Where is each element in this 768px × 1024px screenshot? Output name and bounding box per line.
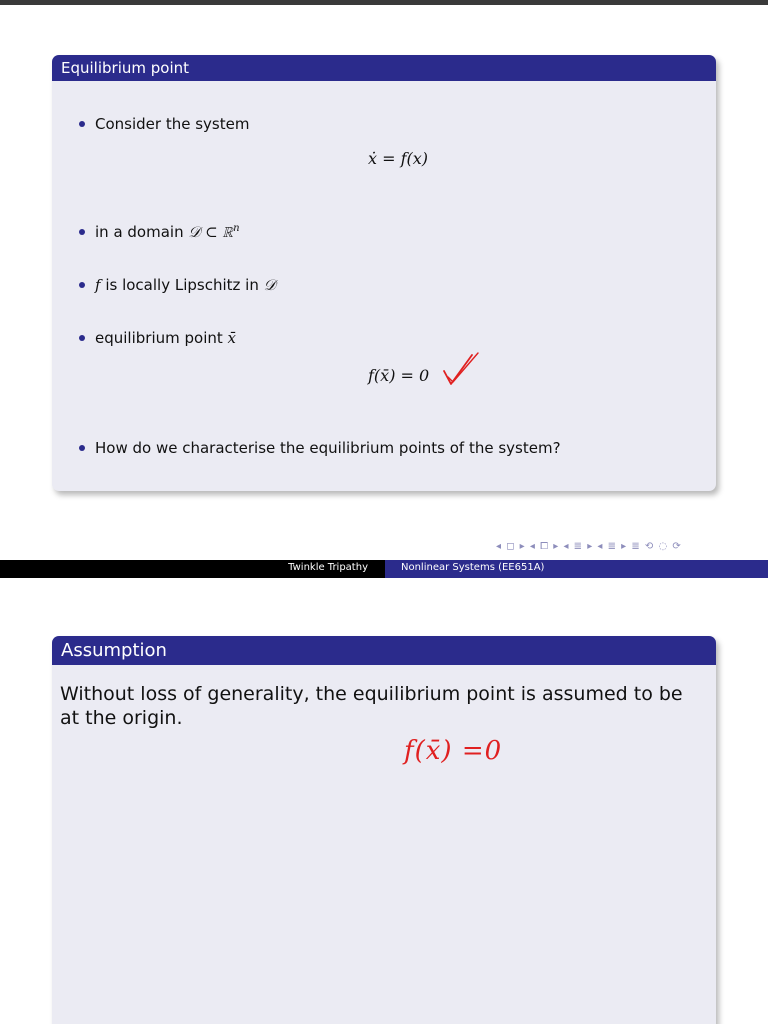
bullet-icon bbox=[79, 282, 85, 288]
block-title: Assumption bbox=[52, 636, 716, 665]
handwritten-equation: f(x̄) =0 bbox=[404, 736, 503, 766]
bullet-icon bbox=[79, 229, 85, 235]
footer-bar bbox=[0, 560, 768, 578]
bullet-icon bbox=[79, 445, 85, 451]
list-item: equilibrium point x̄ bbox=[79, 329, 236, 347]
bullet-icon bbox=[79, 335, 85, 341]
footer-author: Twinkle Tripathy bbox=[288, 562, 368, 573]
top-border bbox=[0, 0, 768, 5]
system-equation: ẋ = f(x) bbox=[368, 149, 429, 168]
block-title: Equilibrium point bbox=[52, 55, 716, 81]
assumption-text: Without loss of generality, the equilibrium point is assumed to be at the origin. bbox=[60, 683, 683, 729]
handwritten-tick-icon bbox=[442, 351, 482, 387]
assumption-block bbox=[52, 636, 716, 1024]
footer-course: Nonlinear Systems (EE651A) bbox=[385, 560, 768, 578]
bullet-icon bbox=[79, 121, 85, 127]
list-item: in a domain 𝒟 ⊂ ℝ$^n$ bbox=[79, 223, 240, 241]
list-item: How do we characterise the equilibrium points of the system? bbox=[79, 439, 561, 457]
equilibrium-point-block bbox=[52, 55, 716, 491]
list-item: f is locally Lipschitz in 𝒟 bbox=[79, 276, 276, 294]
list-item: Consider the system bbox=[79, 115, 249, 133]
equilibrium-equation: f(x̄) = 0 bbox=[368, 366, 430, 385]
beamer-navigation-symbols[interactable]: ◂ ◻ ▸ ◂ ⧠ ▸ ◂ ≣ ▸ ◂ ≣ ▸ ≣ ⟲ ◌ ⟳ bbox=[496, 541, 682, 552]
